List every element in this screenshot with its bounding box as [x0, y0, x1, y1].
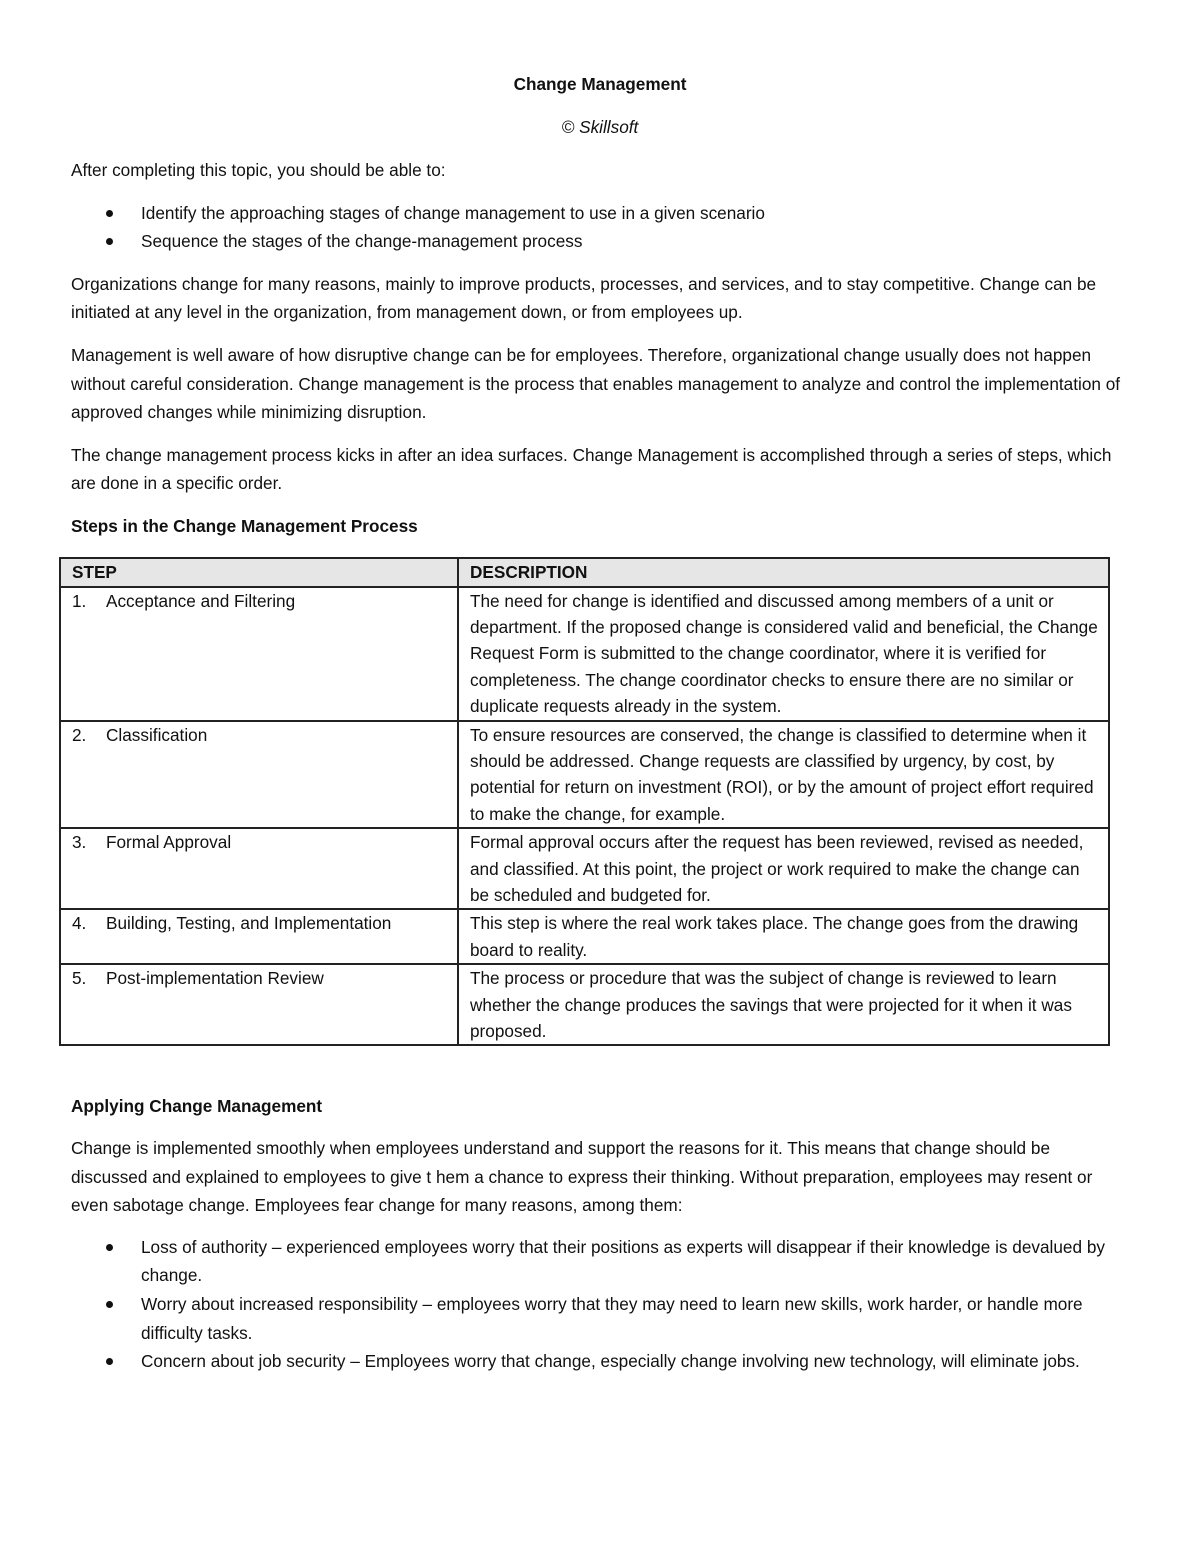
description-cell: Formal approval occurs after the request has been reviewed, revised as needed, and classified. At this point, the project or work required to make the change can be scheduled and budgeted for.: [458, 828, 1109, 909]
table-header-row: [60, 558, 1109, 587]
step-number: 1.: [72, 590, 87, 611]
step-name: Post-implementation Review: [106, 968, 324, 989]
table-row: [60, 909, 1109, 964]
table-row: [60, 828, 1109, 909]
paragraph: Change is implemented smoothly when employees understand and support the reasons for it. This means that change should be discussed and explained to employees to give t hem a chance to express their thinking. Without preparation, employees may resent or even sabotage change. Employees fear change for many reasons, among them:: [71, 1138, 1093, 1216]
intro-text: After completing this topic, you should be able to:: [71, 160, 446, 180]
step-number: 4.: [72, 913, 87, 934]
column-header-step: STEP: [60, 558, 458, 587]
list-item: Concern about job security – Employees worry that change, especially change involving new technology, will eliminate jobs.: [71, 1347, 1129, 1376]
step-name: Formal Approval: [106, 832, 232, 853]
list-item: Sequence the stages of the change-management process: [71, 227, 1129, 256]
list-item: Loss of authority – experienced employees worry that their positions as experts will disappear if their knowledge is devalued by change.: [71, 1233, 1129, 1290]
table-heading: Steps in the Change Management Process: [71, 515, 418, 536]
document-subtitle: © Skillsoft: [561, 117, 639, 137]
paragraph: The change management process kicks in after an idea surfaces. Change Management is accomplished through a series of steps, which are done in a specific order.: [71, 444, 1112, 494]
step-number: 2.: [72, 724, 87, 745]
table-row: [60, 587, 1109, 721]
step-number: 3.: [72, 832, 87, 853]
list-item: Worry about increased responsibility – employees worry that they may need to learn new skills, work harder, or handle more difficulty tasks.: [71, 1290, 1129, 1347]
objectives-list: [71, 199, 1129, 256]
step-cell: [60, 721, 458, 829]
section-heading: Applying Change Management: [71, 1096, 323, 1117]
description-cell: To ensure resources are conserved, the change is classified to determine when it should be addressed. Change requests are classified by urgency, by cost, by potential for return on investment (ROI), or by the amount of project effort required to make the change, for example.: [458, 721, 1109, 829]
step-number: 5.: [72, 968, 87, 989]
step-cell: [60, 828, 458, 909]
step-cell: [60, 909, 458, 964]
column-header-description: DESCRIPTION: [458, 558, 1109, 587]
paragraph: Organizations change for many reasons, mainly to improve products, processes, and services, and to stay competitive. Change can be initiated at any level in the organization, from management down, or from employees up.: [71, 273, 1097, 323]
step-cell: [60, 964, 458, 1045]
list-item: Identify the approaching stages of change management to use in a given scenario: [71, 199, 1129, 228]
description-cell: This step is where the real work takes place. The change goes from the drawing board to reality.: [458, 909, 1109, 964]
step-cell: [60, 587, 458, 721]
document-title: Change Management: [513, 74, 687, 94]
description-cell: The process or procedure that was the subject of change is reviewed to learn whether the change produces the savings that were projected for it when it was proposed.: [458, 964, 1109, 1045]
table-row: [60, 721, 1109, 829]
fears-list: [71, 1233, 1129, 1376]
step-name: Building, Testing, and Implementation: [106, 913, 392, 934]
steps-table: [59, 557, 1110, 1047]
step-name: Classification: [106, 724, 208, 745]
paragraph: Management is well aware of how disruptive change can be for employees. Therefore, organizational change usually does not happen without careful consideration. Change management is the process that enables management to analyze and control the implementation of approved changes while minimizing disruption.: [71, 344, 1121, 423]
table-row: [60, 964, 1109, 1045]
document-page: [71, 70, 1129, 1376]
step-name: Acceptance and Filtering: [106, 590, 296, 611]
description-cell: The need for change is identified and discussed among members of a unit or department. If the proposed change is considered valid and beneficial, the Change Request Form is submitted to the change coordinator, where it is verified for completeness. The change coordinator checks to ensure there are no similar or duplicate requests already in the system.: [458, 587, 1109, 721]
